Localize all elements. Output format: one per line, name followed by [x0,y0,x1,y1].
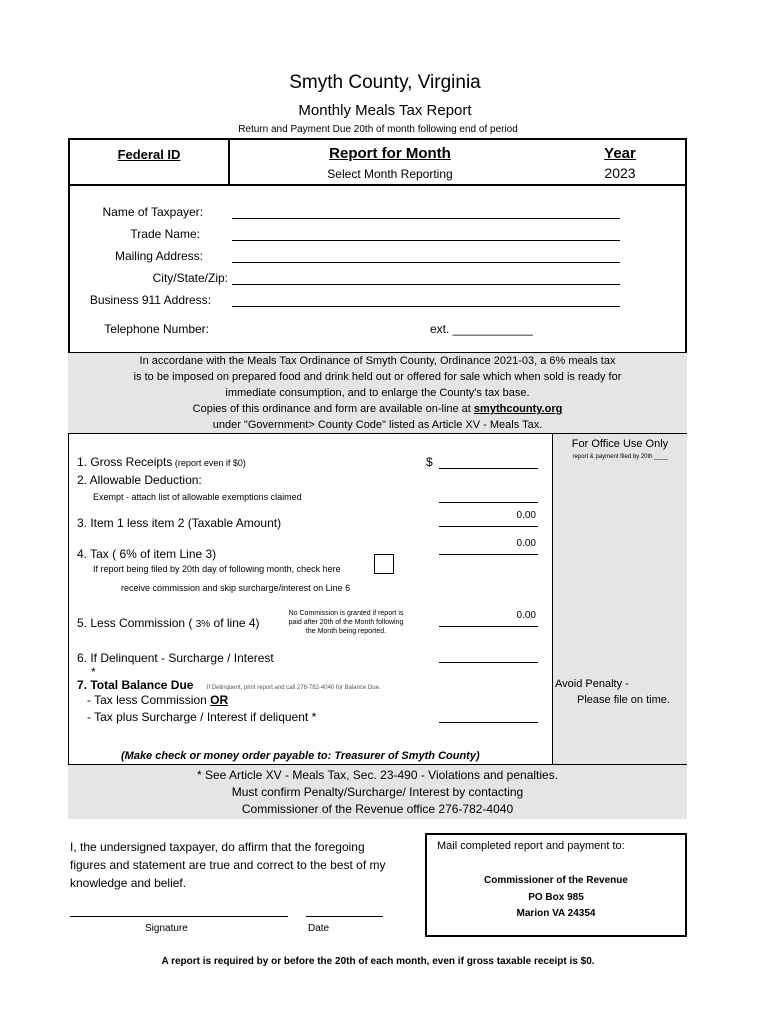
line-4-note: If report being filed by 20th day of following month, check here [93,564,341,574]
line-2-label: 2. Allowable Deduction: [77,473,202,487]
line-7b-label: - Tax plus Surcharge / Interest if deliquent * [87,710,317,724]
commission-value: 0.00 [516,610,536,621]
line-4-note-2: receive commission and skip surcharge/interest on Line 6 [121,583,351,593]
signature-label: Signature [145,923,188,934]
ordinance-line: In accordane with the Meals Tax Ordinance of Smyth County, Ordinance 2021-03, a 6% meals tax [139,355,616,367]
commission-field[interactable] [439,626,538,627]
business-911-field[interactable] [232,306,620,307]
page-subtitle: Monthly Meals Tax Report [298,102,472,119]
mail-to-box [425,833,687,937]
signature-field[interactable] [70,916,288,917]
footer-notice: A report is required by or before the 20th of each month, even if gross taxable receipt is $0. [161,956,595,967]
avoid-penalty-text: Avoid Penalty - [555,678,629,690]
line-5-label: 5. Less Commission ( 3% of line 4) [77,616,260,630]
taxable-amount-field[interactable] [439,526,538,527]
mail-to-line: PO Box 985 [528,892,584,903]
mail-to-line: Marion VA 24354 [516,908,596,919]
report-header-box [68,138,687,186]
allowable-deduction-field[interactable] [439,502,538,503]
mailing-address-field[interactable] [232,262,620,263]
line-3-label: 3. Item 1 less item 2 (Taxable Amount) [77,516,282,530]
report-month-label: Report for Month [329,145,451,162]
date-field[interactable] [306,916,383,917]
timely-filing-checkbox[interactable] [374,554,394,574]
article-line: Commissioner of the Revenue office 276-782-4040 [241,802,514,816]
office-use-column [552,434,687,764]
taxpayer-name-label: Name of Taxpayer: [102,205,203,219]
extension-field[interactable]: ext. ____________ [430,322,533,336]
article-line: Must confirm Penalty/Surcharge/ Interest by contacting [231,785,524,799]
line-2-note: Exempt - attach list of allowable exemptions claimed [93,492,302,502]
page-title: Smyth County, Virginia [289,72,481,93]
file-on-time-text: Please file on time. [577,694,670,706]
year-value[interactable]: 2023 [604,165,636,181]
tax-field[interactable] [439,554,538,555]
dollar-sign: $ [426,455,433,469]
taxable-amount-value: 0.00 [516,510,536,521]
article-notice [68,765,687,819]
taxpayer-info-box [68,184,687,354]
trade-name-field[interactable] [232,240,620,241]
article-line: * See Article XV - Meals Tax, Sec. 23-490 - Violations and penalties. [196,768,559,782]
office-use-note: report & payment filed by 20th ____ [572,454,668,460]
line-4-label: 4. Tax ( 6% of item Line 3) [77,547,217,561]
mail-to-line: Commissioner of the Revenue [484,875,628,886]
city-state-zip-label: City/State/Zip: [152,271,228,285]
telephone-label: Telephone Number: [104,322,209,336]
taxpayer-name-field[interactable] [232,218,620,219]
calculation-section [68,433,687,765]
tax-value: 0.00 [516,538,536,549]
due-note: Return and Payment Due 20th of month following end of period [238,124,518,135]
mailing-address-label: Mailing Address: [114,249,203,263]
year-label: Year [604,145,636,162]
date-label: Date [308,923,330,934]
commission-note: No Commission is granted if report is paid after 20th of the Month following the Month being reported. [288,610,404,635]
ordinance-notice [68,353,687,433]
trade-name-label: Trade Name: [130,227,200,241]
line-7a-label: - Tax less Commission OR [87,693,229,707]
payable-note: (Make check or money order payable to: Treasurer of Smyth County) [121,750,480,762]
line-6-asterisk: * [91,665,96,679]
line-7-label: 7. Total Balance Due If Delinquent, print report and call 276-782-4040 for Balance Due. [77,678,381,692]
report-month-select[interactable]: Select Month Reporting [327,167,453,181]
city-state-zip-field[interactable] [232,284,620,285]
ordinance-line: under "Government> County Code" listed as Article XV - Meals Tax. [212,419,543,431]
mail-to-title: Mail completed report and payment to: [437,840,625,852]
ordinance-line: immediate consumption, and to enlarge the County's tax base. [225,387,530,399]
line-1-label: 1. Gross Receipts (report even if $0) [77,455,246,469]
total-balance-field[interactable] [439,722,538,723]
gross-receipts-field[interactable] [439,468,538,469]
ordinance-line: Copies of this ordinance and form are available on-line at smythcounty.org [192,403,563,415]
ordinance-line: is to be imposed on prepared food and drink held out or offered for sale which when sold is ready for [133,371,622,383]
affirmation-text: I, the undersigned taxpayer, do affirm that the foregoing figures and statement are true and correct to the best of my knowledge and belief. [70,840,386,890]
surcharge-field[interactable] [439,662,538,663]
office-use-title: For Office Use Only [571,438,669,450]
federal-id-label: Federal ID [117,147,181,162]
business-911-label: Business 911 Address: [89,293,211,307]
county-website-link[interactable]: smythcounty.org [473,403,563,415]
line-6-label: 6. If Delinquent - Surcharge / Interest [77,651,274,665]
